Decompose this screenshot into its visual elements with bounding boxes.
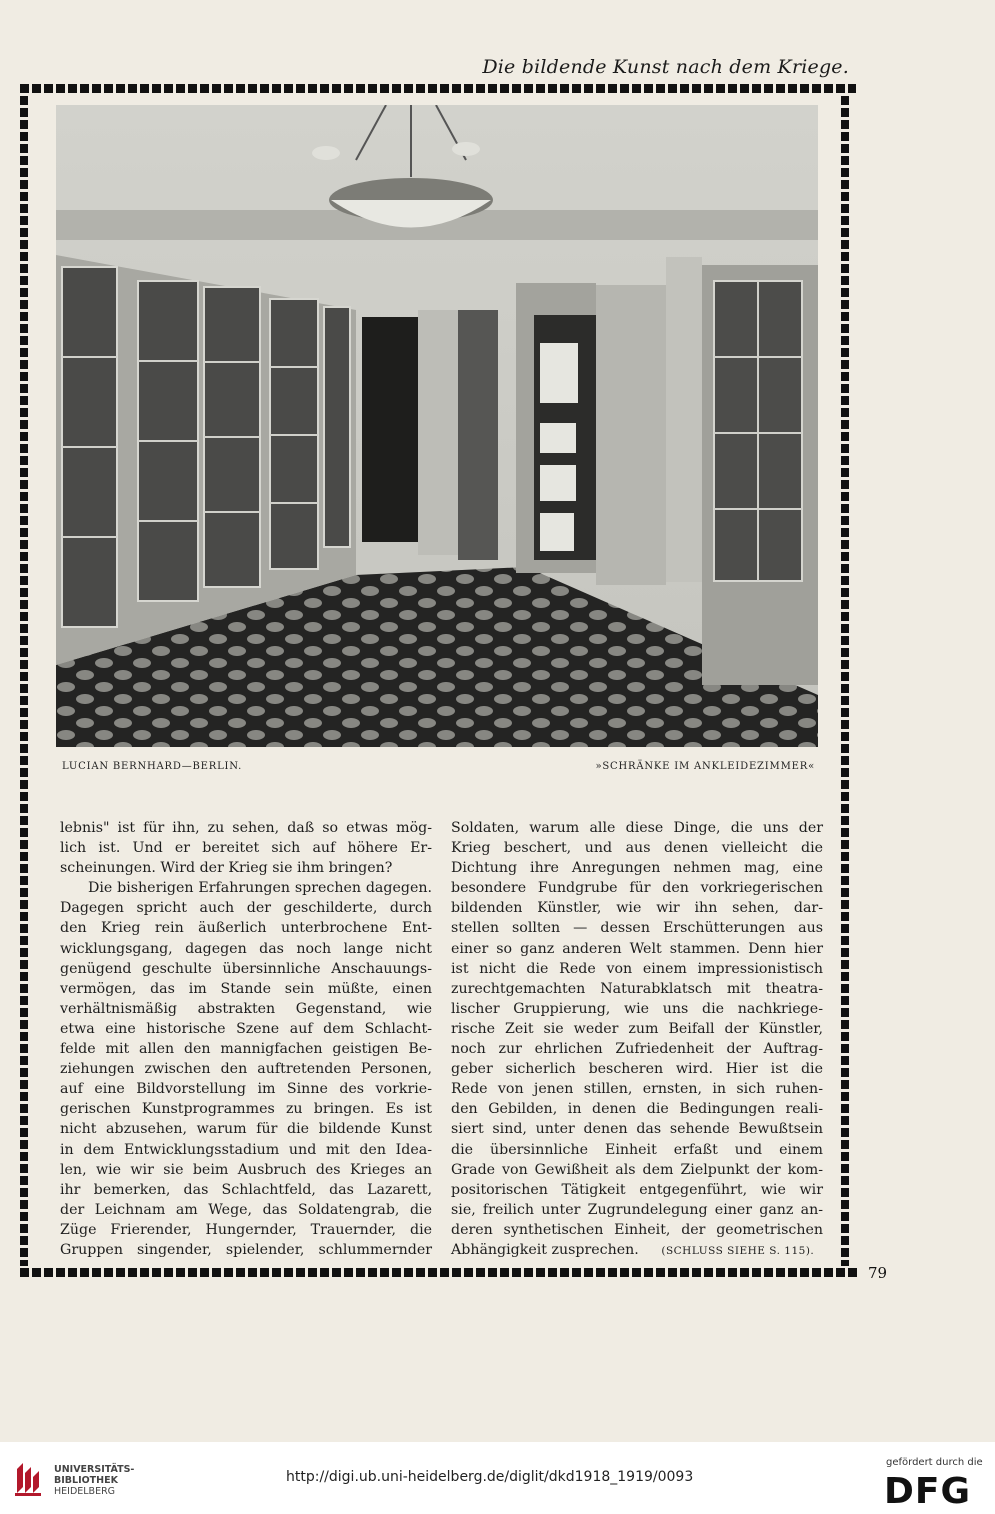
text-line: sie, freilich unter Zugrundelegung einer ganz an- [451,1201,823,1218]
text-line: rische Zeit sie weder zum Beifall der Künstler, [451,1020,823,1037]
continuation-note: (SCHLUSS SIEHE S. 115). [661,1244,815,1257]
text-line: verhältnismäßig abstrakten Gegenstand, wie [60,1000,432,1017]
text-column-right [451,818,823,1261]
text-line: gerischen Kunstprogrammes zu bringen. Es ist [60,1101,432,1118]
library-name-line2: BIBLIOTHEK [54,1475,118,1486]
text-line: ihr bemerken, das Schlachtfeld, das Lazarett, [60,1181,432,1198]
text-line-final [451,1240,823,1261]
dashed-border-left [20,96,28,1266]
text-line: Züge Frierender, Hungernder, Trauernder, die [60,1221,432,1238]
digitization-footer [0,1442,995,1514]
text-line: einer so ganz anderen Welt stammen. Denn hier [451,940,823,957]
text-line: Dagegen spricht auch der geschilderte, durch [60,900,432,917]
library-name-line1: UNIVERSITÄTS- [54,1464,135,1475]
text-line: ziehungen zwischen den auftretenden Personen, [60,1061,432,1078]
dashed-border-right [841,96,849,1266]
dressing-room-photograph [56,105,818,747]
dfg-logo[interactable]: DFG [884,1471,972,1512]
text-line: wicklungsgang, dagegen das noch lange nicht [60,940,432,957]
dashed-border-top [20,84,856,93]
text-line: besondere Fundgrube für den vorkriegerischen [451,880,823,897]
text-line: Die bisherigen Erfahrungen sprechen dagegen. [88,880,432,897]
text-line: genügend geschulte übersinnliche Anschauungs- [60,960,432,977]
photo-credit: LUCIAN BERNHARD—BERLIN. [62,761,243,772]
text-line: len, wie wir sie beim Ausbruch des Krieges an [60,1161,432,1178]
text-line: etwa eine historische Szene auf dem Schlacht- [60,1020,432,1037]
text-line: noch zur ehrlichen Zufriedenheit der Auftrag- [451,1041,823,1058]
text-line: zurechtgemachten Naturabklatsch mit theatra- [451,980,823,997]
funding-note: gefördert durch die [886,1457,983,1468]
photo-title: »SCHRÄNKE IM ANKLEIDEZIMMER« [595,761,815,772]
text-line: Gruppen singender, spielender, schlummernder [60,1241,432,1258]
text-line: scheinungen. Wird der Krieg sie ihm bringen? [60,860,393,877]
text-line: der Leichnam am Wege, das Soldatengrab, die [60,1201,432,1218]
text-line: auf eine Bildvorstellung im Sinne des vorkrie- [60,1081,432,1098]
text-line: nicht abzusehen, warum für die bildende Kunst [60,1121,432,1138]
text-line: den Krieg rein äußerlich unterbrochene Ent- [60,920,432,937]
text-line: positorischen Tätigkeit entgegenführt, wie wir [451,1181,823,1198]
text-line: vermögen, das im Stande sein müßte, einen [60,980,432,997]
text-line: felde mit allen den mannigfachen geistigen Be- [60,1041,432,1058]
library-logo-icon[interactable] [11,1459,45,1499]
running-title: Die bildende Kunst nach dem Kriege. [482,56,849,78]
text-line: Krieg beschert, und aus denen vielleicht die [451,840,823,857]
permalink-url[interactable]: http://digi.ub.uni-heidelberg.de/diglit/dkd1918_1919/0093 [286,1469,694,1485]
text-line: lischer Gruppierung, wie uns die nachkriege- [451,1000,823,1017]
text-line: ist nicht die Rede von einem impressionistisch [451,960,823,977]
text-line: Dichtung ihre Anregungen nehmen mag, eine [451,860,823,877]
text-line: lich ist. Und er bereitet sich auf höhere Er- [60,840,432,857]
page-number: 79 [868,1264,888,1282]
text-line: bildenden Künstler, wie wir ihn sehen, dar- [451,900,823,917]
text-line: stellen sollten — dessen Erschütterungen aus [451,920,823,937]
text-line: geber sicherlich bescheren wird. Hier ist die [451,1061,823,1078]
text-line: Rede von jenen stillen, ernsten, in sich ruhen- [451,1081,823,1098]
text-line: deren synthetischen Einheit, der geometrischen [451,1221,823,1238]
text-line: die übersinnliche Einheit erfaßt und einem [451,1141,823,1158]
dashed-border-bottom [20,1268,858,1277]
text-line: den Gebilden, in denen die Bedingungen reali- [451,1101,823,1118]
text-line: lebnis" ist für ihn, zu sehen, daß so etwas mög- [60,820,432,836]
text-line: in dem Entwicklungsstadium und mit den Idea- [60,1141,432,1158]
text-line: siert sind, unter denen das sehende Bewußtsein [451,1121,823,1138]
text-column-left [60,818,432,1260]
text-line: Soldaten, warum alle diese Dinge, die uns der [451,820,823,836]
library-name-line3: HEIDELBERG [54,1486,116,1497]
text-line: Abhängigkeit zusprechen. [451,1241,639,1258]
library-name [54,1464,134,1497]
text-line: Grade von Gewißheit als dem Zielpunkt der kom- [451,1161,823,1178]
